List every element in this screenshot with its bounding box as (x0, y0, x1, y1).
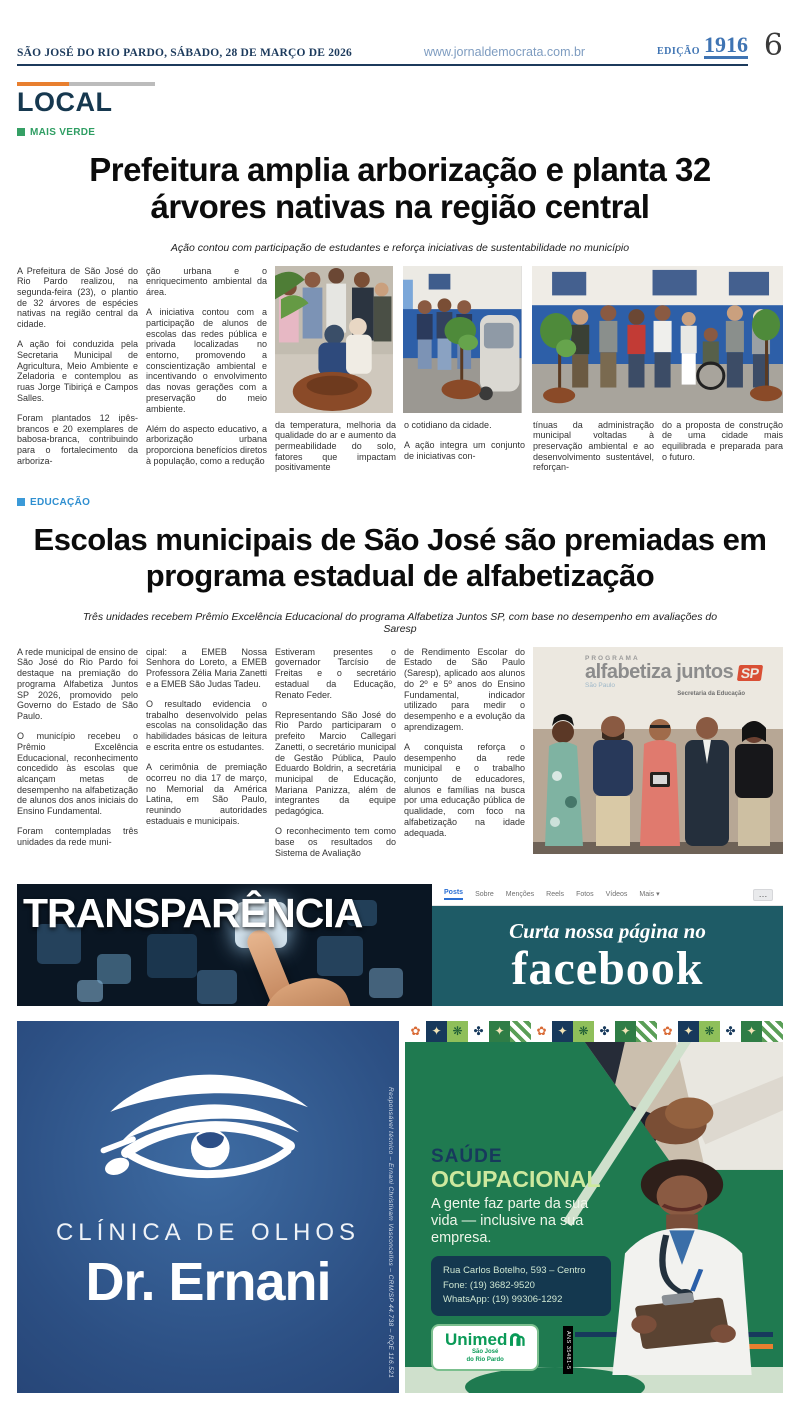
facebook-promo (432, 906, 783, 1006)
kicker-label: EDUCAÇÃO (30, 496, 91, 508)
ad-body-text: A gente faz parte da sua vida — inclusive na sua empresa. (431, 1195, 589, 1247)
page-number: 6 (763, 28, 783, 63)
sapling-photo-illustration (403, 266, 521, 413)
contact-address: Rua Carlos Botelho, 593 – Centro (443, 1264, 586, 1276)
article1-under-photos (275, 420, 783, 483)
flower-tile-icon (405, 1021, 426, 1042)
unimed-brand (445, 1331, 525, 1348)
contact-whatsapp: WhatsApp: (19) 99306-1292 (443, 1294, 563, 1306)
paragraph: Representando São José do Rio Pardo participaram o prefeito Marcio Callegari Zanetti, o secretário municipal de Gestão Pública, Paulo Eduardo Boldrin, a secretária municipal de Educação, Mariana Panizza, além de integrantes da equipe pedagógica. (275, 709, 396, 817)
program-title (585, 662, 783, 682)
snowflake-tile-icon (573, 1021, 594, 1042)
clover-tile-icon (594, 1021, 615, 1042)
tab-mais[interactable]: Mais ▾ (639, 891, 660, 899)
kicker-square-icon (17, 498, 25, 506)
program-kicker: PROGRAMA (585, 654, 640, 662)
unimed-ad-body (405, 1042, 783, 1393)
article1-column-5 (533, 420, 654, 483)
flower-tile-icon (657, 1021, 678, 1042)
paragraph: O resultado evidencia o trabalho desenvolvido pelas escolas na consolidação das habilidades básicas de leitura e escrita entre os estudantes. (146, 699, 267, 752)
facebook-tagline: Curta nossa página no (509, 918, 706, 943)
unimed-logo-badge (431, 1324, 539, 1371)
program-subtitle: São Paulo (585, 681, 615, 689)
tab-videos[interactable]: Vídeos (605, 890, 628, 898)
eye-logo-icon (83, 1055, 333, 1205)
tab-posts[interactable]: Posts (444, 889, 463, 900)
photo-row (275, 266, 783, 413)
promo-strip (17, 884, 783, 1006)
contact-phone: Fone: (19) 3682-9520 (443, 1279, 535, 1291)
ad-title-line2: OCUPACIONAL (431, 1165, 601, 1192)
article1-column-2 (146, 266, 267, 483)
glow-square-icon (97, 954, 131, 984)
ad-unimed-saude-ocupacional (405, 1021, 783, 1393)
paragraph: O município recebeu o Prêmio Excelência Educacional, reconhecimento concedido às escolas que alcançam metas de desempenho na alfabetização de alunos dos anos iniciais do Ensino Fundamental. (17, 731, 138, 817)
star-tile-icon (426, 1021, 447, 1042)
article2-column-2 (146, 647, 267, 868)
paragraph: Foram plantados 12 ipês-brancos e 20 exemplares de babosa-branca, contribuindo para o fortalecimento da arboriza- (17, 413, 138, 466)
glow-square-icon (77, 980, 103, 1002)
glow-square-icon (317, 936, 363, 976)
paragraph: da temperatura, melhoria da qualidade do ar e aumento da permeabilidade do solo, fatores que impactam positivamente (275, 419, 396, 473)
decorative-tile-strip (405, 1021, 783, 1042)
article1-column-6 (662, 420, 783, 483)
doctor-name: Dr. Ernani (85, 1251, 331, 1312)
photo-students-sapling (403, 266, 521, 413)
program-title-text: alfabetiza juntos (585, 660, 734, 683)
article1-column-1 (17, 266, 138, 483)
edition-label: EDIÇÃO (656, 45, 700, 57)
flower-tile-icon (531, 1021, 552, 1042)
more-options-button[interactable]: … (753, 889, 773, 901)
article2-body (17, 647, 783, 868)
section-title: LOCAL (17, 86, 113, 117)
group-photo-illustration (532, 266, 783, 413)
paragraph: cipal: a EMEB Nossa Senhora do Loreto, a EMEB Professora Zélia Maria Zanetti e a EMEB São Judas Tadeu. (146, 646, 267, 689)
unimed-sub-line1: São José (471, 1348, 499, 1355)
article1-subhead: Ação contou com participação de estudantes e reforça iniciativas de sustentabilidade no município (170, 241, 630, 254)
masthead-website: www.jornaldemocrata.com.br (423, 44, 586, 59)
program-secondary-text: Secretaria da Educação (677, 690, 745, 697)
kicker-educacao (17, 497, 783, 508)
transparencia-banner (17, 884, 432, 1006)
paragraph: do a proposta de construção de uma cidade mais equilibrada e preparada para o futuro. (662, 419, 783, 462)
article1-headline: Prefeitura amplia arborização e planta 32 árvores nativas na região central (89, 150, 711, 225)
kicker-square-icon (17, 128, 25, 136)
clinic-name: CLÍNICA DE OLHOS (55, 1218, 361, 1246)
paragraph: A Prefeitura de São José do Rio Pardo realizou, na segunda-feira (23), o plantio de 32 árvores de espécies nativas na região central da cidade. (17, 265, 138, 330)
paragraph: tínuas da administração municipal voltadas à preservação ambiental e ao desenvolvimento sustentável, reforçan- (533, 419, 654, 473)
masthead-date: SÃO JOSÉ DO RIO PARDO, SÁBADO, 28 DE MARÇO DE 2026 (17, 46, 353, 59)
article1-photo-block (275, 266, 783, 483)
article2-headline: Escolas municipais de São José são premiadas em programa estadual de alfabetização (33, 521, 767, 594)
star-tile-icon (615, 1021, 636, 1042)
star-tile-icon (678, 1021, 699, 1042)
paragraph: Além do aspecto educativo, a arborização urbana proporciona benefícios diretos à população, como a redução (146, 423, 267, 466)
masthead-row (17, 32, 748, 66)
glow-square-icon (147, 934, 197, 978)
kicker-mais-verde (17, 127, 783, 138)
gray-bar (69, 82, 155, 86)
star-tile-icon (489, 1021, 510, 1042)
paragraph: ção urbana e o enriquecimento ambiental da área. (146, 265, 267, 297)
ad-clinica-dr-ernani (17, 1021, 399, 1393)
paragraph: Foram contempladas três unidades da rede muni- (17, 826, 138, 848)
stripes-tile-icon (636, 1021, 657, 1042)
program-sp-badge: SP (737, 665, 763, 681)
article2-column-1 (17, 647, 138, 868)
section-accent-bars (17, 82, 155, 86)
unimed-symbol-icon (510, 1333, 525, 1346)
glow-square-icon (369, 968, 403, 998)
snowflake-tile-icon (447, 1021, 468, 1042)
paragraph: o cotidiano da cidade. (404, 419, 492, 430)
paragraph: A conquista reforça o desempenho da rede municipal e o trabalho conjunto de educadores, alunos e famílias na busca por uma educação pública de qualidade, com foco na alfabetização na idade adequada. (404, 741, 525, 838)
technical-responsible-note: Responsável técnico – Ernani Christivam Vasconcellos – CRM/SP 44.738 – RQE 116.521 (387, 1086, 394, 1379)
article1-column-3 (275, 420, 396, 483)
kicker-label: MAIS VERDE (30, 126, 96, 138)
photo-group-blue-wall (532, 266, 783, 413)
photo-award-ceremony (533, 647, 783, 854)
unimed-sub-line2: do Rio Pardo (466, 1357, 504, 1364)
paragraph: O reconhecimento tem como base os resultados do Sistema de Avaliação (275, 826, 396, 858)
facebook-panel (432, 884, 783, 1006)
star-tile-icon (741, 1021, 762, 1042)
stripes-tile-icon (510, 1021, 531, 1042)
snowflake-tile-icon (699, 1021, 720, 1042)
award-people (533, 706, 783, 854)
ans-registration-tag: ANS 35481-5 (563, 1326, 573, 1375)
paragraph: A ação integra um conjunto de iniciativas con- (404, 439, 525, 461)
ad-title-line1: SAÚDE (431, 1145, 503, 1167)
tab-fotos[interactable]: Fotos (576, 890, 594, 898)
photo-students-planting (275, 266, 393, 413)
paragraph: Estiveram presentes o governador Tarcísio de Freitas e o secretário estadual da Educação, Renato Feder. (275, 646, 396, 700)
tab-sobre[interactable]: Sobre (475, 890, 494, 898)
paragraph: A cerimônia de premiação ocorreu no dia 17 de março, no Memorial da América Latina, em São Paulo, reunindo autoridades estaduais e municipais. (146, 762, 267, 826)
star-tile-icon (552, 1021, 573, 1042)
article2-column-4 (404, 647, 525, 868)
doctor-illustration (587, 1157, 777, 1375)
facebook-tab-bar (432, 884, 783, 906)
paragraph: A ação foi conduzida pela Secretaria Municipal de Agricultura, Meio Ambiente e Zeladoria e contemplou as ruas Jorge Tibiriçá e Campos Salles. (17, 339, 138, 403)
stripes-tile-icon (762, 1021, 783, 1042)
glow-square-icon (197, 970, 237, 1004)
paragraph: A iniciativa contou com a participação de alunos de escolas das redes pública e privada localizadas no entorno, promovendo a conscientização ambiental e incentivando o envolvimento das novas gerações com a preservação do meio ambiente. (146, 307, 267, 414)
doctor-photo (587, 1157, 777, 1375)
masthead (17, 28, 783, 66)
award-people-illustration (533, 706, 783, 854)
orange-bar (17, 82, 69, 86)
unimed-brand-text: Unimed (445, 1329, 508, 1349)
tab-reels[interactable]: Reels (546, 890, 565, 898)
paragraph: A rede municipal de ensino de São José do Rio Pardo foi destaque na premiação do programa Alfabetiza Juntos SP 2026, promovido pelo Governo do Estado de São Paulo. (17, 646, 138, 721)
clover-tile-icon (468, 1021, 489, 1042)
planting-photo-illustration (275, 266, 393, 413)
article1-column-4 (404, 420, 525, 483)
edition-block (656, 32, 748, 59)
transparencia-title: TRANSPARÊNCIA (23, 889, 363, 936)
edition-number: 1916 (704, 32, 748, 57)
article2-column-3 (275, 647, 396, 868)
facebook-wordmark: facebook (511, 941, 704, 995)
paragraph: de Rendimento Escolar do Estado de São Paulo (Saresp), aplicado aos alunos do 2º e 5º anos do Ensino Fundamental, indicador utilizado para medir o desempenho e a evolução da aprendizagem. (404, 646, 525, 732)
ads-row (17, 1021, 783, 1393)
article1-body (17, 266, 783, 483)
contact-box (431, 1256, 611, 1316)
article2-subhead: Três unidades recebem Prêmio Excelência Educacional do programa Alfabetiza Juntos SP, com base no desempenho em avaliações do Saresp (82, 610, 718, 635)
clover-tile-icon (720, 1021, 741, 1042)
tab-mencoes[interactable]: Menções (505, 890, 535, 898)
